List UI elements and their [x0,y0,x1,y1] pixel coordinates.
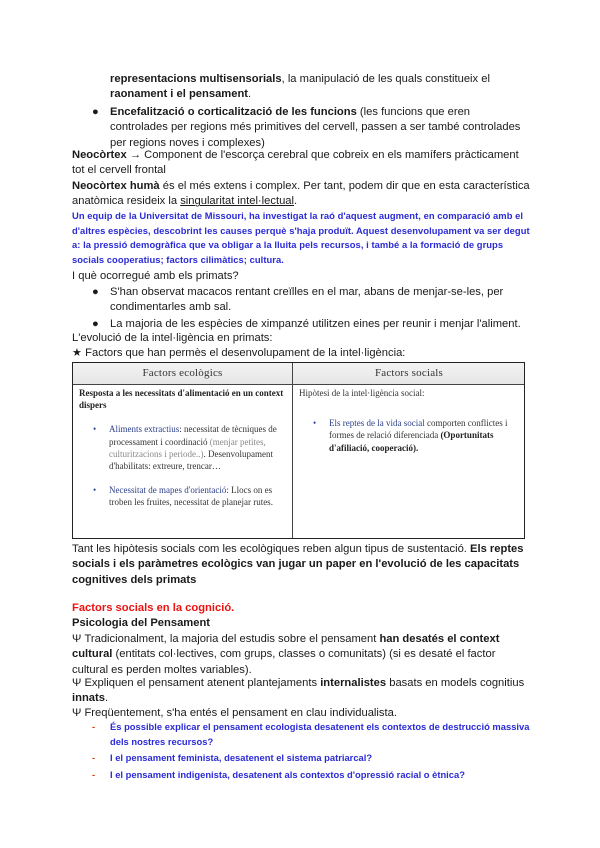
bullet-icon: • [93,424,97,435]
questions-list [92,720,532,782]
bullet-icon: ● [92,317,99,330]
factors-table [72,362,525,539]
list-item: - És possible explicar el pensament ecologista desatenent els contextos de destrucció massiva dels nostres recursos? [92,721,530,747]
underlined-term: singularitat intel·lectual [180,195,295,208]
bold-text: raonament i el pensament [110,88,249,101]
header-ecological: Factors ecològics [142,367,223,379]
bold-text: Els reptes socials i els paràmetres ecològics van jugar un paper en l'evolució de les capacitats cognitives dels primats [72,543,524,586]
list-item: - I el pensament indigenista, desatenent als contextos d'opressió racial o ètnica? [92,768,532,783]
neocortex-human: Neocòrtex humà és el més extens i complex. Per tant, podem dir que en esta característica anatòmica resideix la singularitat intel·lectual. [72,180,530,208]
bold-text: representacions multisensorials [110,73,282,85]
paragraph-individualist: Ψ Freqüentement, s'ha entés el pensament en clau individualista. [72,707,397,719]
research-note: Un equip de la Universitat de Missouri, ha investigat la raó d'aquest augment, en comparació amb el d'altres espècies, descobrint les causes perquè s'haja produït. Aquest desenvolupament va ser degut a: la pressió demogràfica que va obligar a la lluita pels recursos, i també a la formació de grups socials cooperatius; factors cilimàtics; cultura. [72,210,530,265]
table-bullet: • Aliments extractius: necessitat de tècniques de processament i coordinació (menjar petites, culturitzacions i periode..). Desenvolupament d'habilitats: extreure, trencar… [93,424,277,472]
paragraph-traditional: Ψ Tradicionalment, la majoria del estudis sobre el pensament han desatés el context cultural (entitats col·lectives, com grups, classes o comunitats) (si es desaté el factor cultural es perden moltes variables). [72,633,500,676]
psi-icon: Ψ [72,707,82,719]
term: Neocòrtex humà [72,180,160,192]
list-item: representacions multisensorials, la manipulació de les quals constitueix el raonament i el pensament. [110,73,490,101]
bullet-icon: • [93,485,97,496]
cell-intro: Resposta a les necessitats d'alimentació en un context dispers [79,388,284,411]
paragraph-internalist: Ψ Expliquen el pensament atenent plantejaments internalistes basats en models cognitius innats. [72,677,525,705]
table-bullet: • Els reptes de la vida social comporten conflictes i formes de relació diferenciada (Oportunitats d'afiliació, cooperació). [313,418,508,453]
factors-line: ★ Factors que han permès el desenvolupament de la intel·ligència: [72,347,406,359]
list-item: ● La majoria de les espècies de ximpanzé utilitzen eines per reunir i menjar l'aliment. [90,317,530,332]
arrow-icon: → [129,149,142,161]
dash-icon: - [92,752,96,764]
list-item: ● Encefalització o corticalització de les funcions (les funcions que eren controlades per regions més primitives del cervell, passen a ser també controlades per regions noves i complexes) [92,105,521,149]
psi-icon: Ψ [72,633,82,645]
evolution-line: L'evolució de la intel·ligència en primats: [72,332,273,344]
summary-paragraph: Tant les hipòtesis socials com les ecològiques reben algun tipus de sustentació. Els reptes socials i els paràmetres ecològics van jugar un paper en l'evolució de les capacitats cognitives dels primats [72,543,524,586]
section-heading: Factors socials en la cognició. [72,602,235,614]
ecological-cell [79,387,289,509]
section-subheading: Psicologia del Pensament [72,617,211,629]
column-divider [292,363,293,538]
table-bullet: • Necessitat de mapes d'orientació: Llocs on es troben les fruites, necessitat de planejar rutes. [93,485,273,508]
table-header [73,363,524,385]
psi-icon: Ψ [72,677,82,689]
dash-icon: - [92,721,96,732]
list-item: - I el pensament feminista, desatenent el sistema patriarcal? [92,751,532,766]
bold-text: Encefalització o corticalització de les funcions [110,105,357,118]
list-item: ● S'han observat macacos rentant creïlles en el mar, abans de menjar-se-les, per condimentarles amb sal. [92,286,504,314]
term: Neocòrtex [72,149,127,161]
primates-question: I què ocorregué amb els primats? [72,270,239,282]
bullet-icon: • [313,418,317,429]
neocortex-definition: Neocòrtex → Component de l'escorça cerebral que cobreix en els mamífers pràcticament tot el cervell frontal [72,149,519,177]
primates-list [90,285,530,332]
cell-intro: Hipòtesi de la intel·ligència social: [299,388,425,398]
header-social: Factors socials [374,367,444,379]
bullet-icon: ● [92,286,99,298]
dash-icon: - [92,768,96,780]
bullet-icon: ● [92,105,99,118]
intro-list [90,72,530,151]
social-cell [299,387,521,454]
